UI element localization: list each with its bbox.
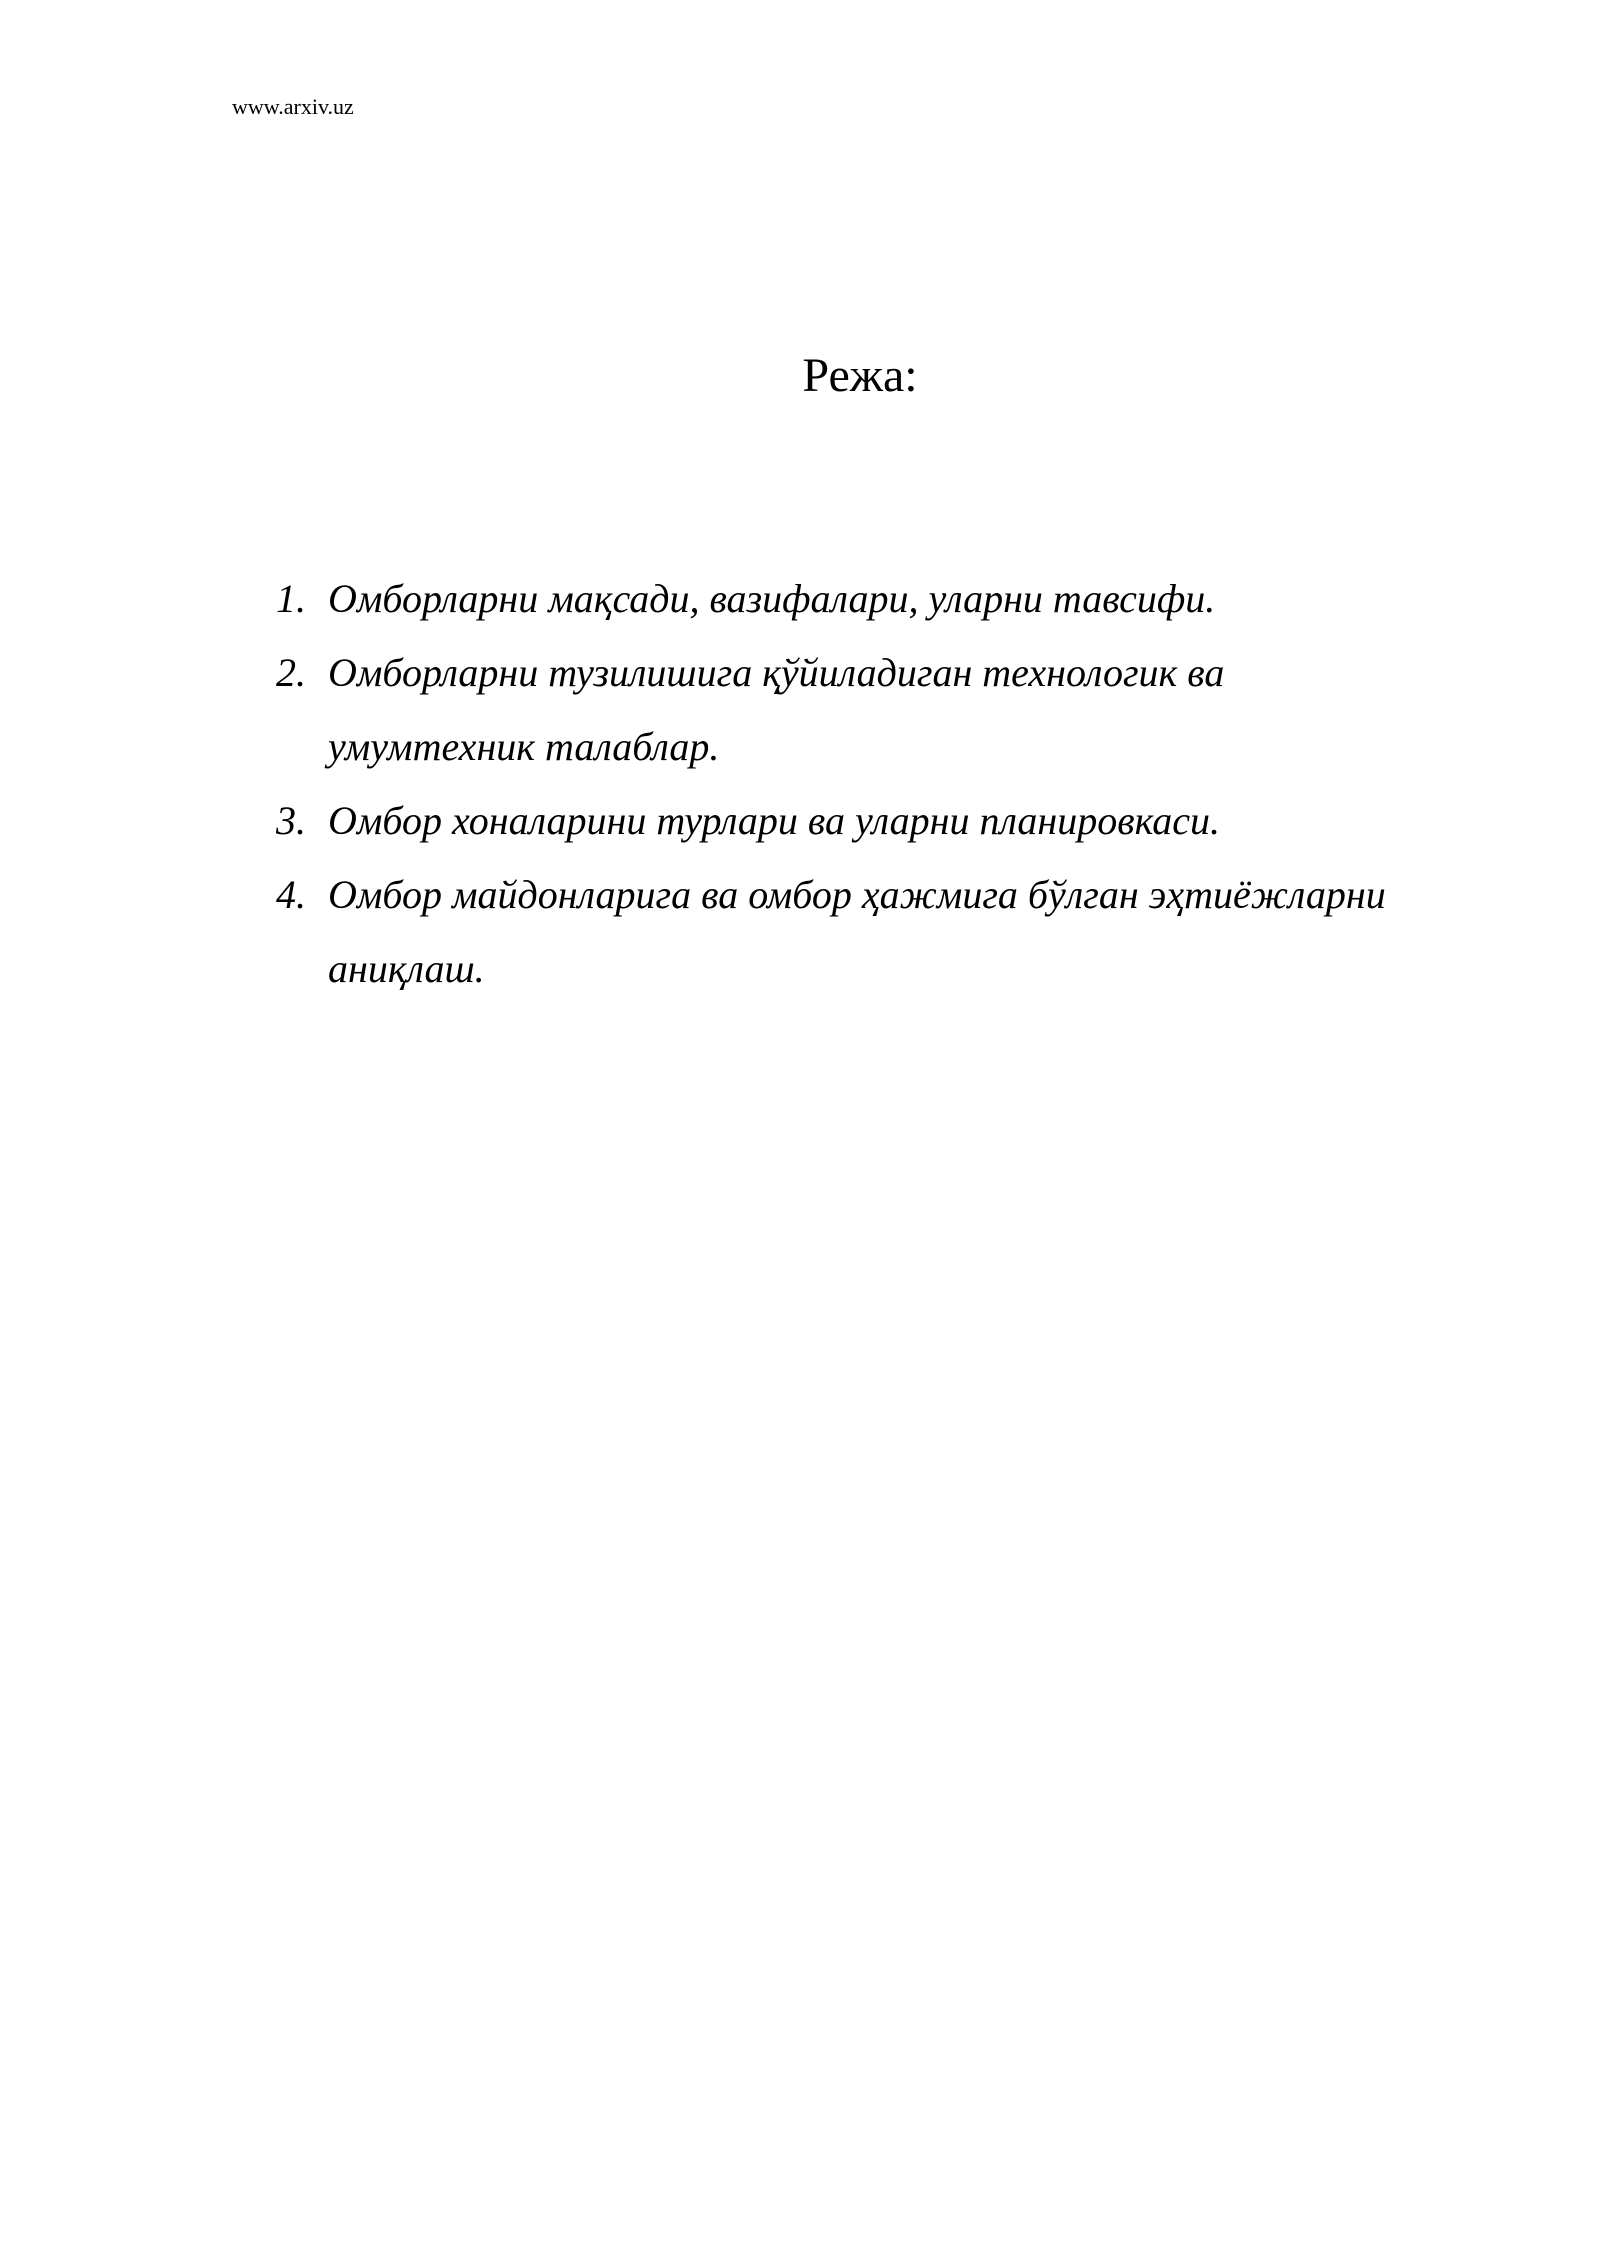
list-item-text: Омбор хоналарини турлари ва уларни планировкаси. xyxy=(328,798,1221,843)
header-url: www.arxiv.uz xyxy=(232,94,354,119)
list-item-number: 1. xyxy=(276,576,306,621)
list-item xyxy=(276,784,1516,858)
list-item xyxy=(276,858,1516,1006)
list-item-number: 3. xyxy=(276,798,306,843)
list-item xyxy=(276,562,1516,636)
list-item-text: Омборларни мақсади, вазифалари, уларни тавсифи. xyxy=(328,576,1216,621)
list-item-text: Омбор майдонларига ва омбор ҳажмига бўлган эҳтиёжларни аниқлаш. xyxy=(328,872,1386,991)
list-item-number: 4. xyxy=(276,872,306,917)
list-item-number: 2. xyxy=(276,650,306,695)
list-item-text: Омборларни тузилишига қўйиладиган технологик ва умумтехник талаблар. xyxy=(328,650,1225,769)
page-title: Режа: xyxy=(802,349,918,402)
plan-list xyxy=(276,562,1516,1006)
list-item xyxy=(276,636,1516,784)
